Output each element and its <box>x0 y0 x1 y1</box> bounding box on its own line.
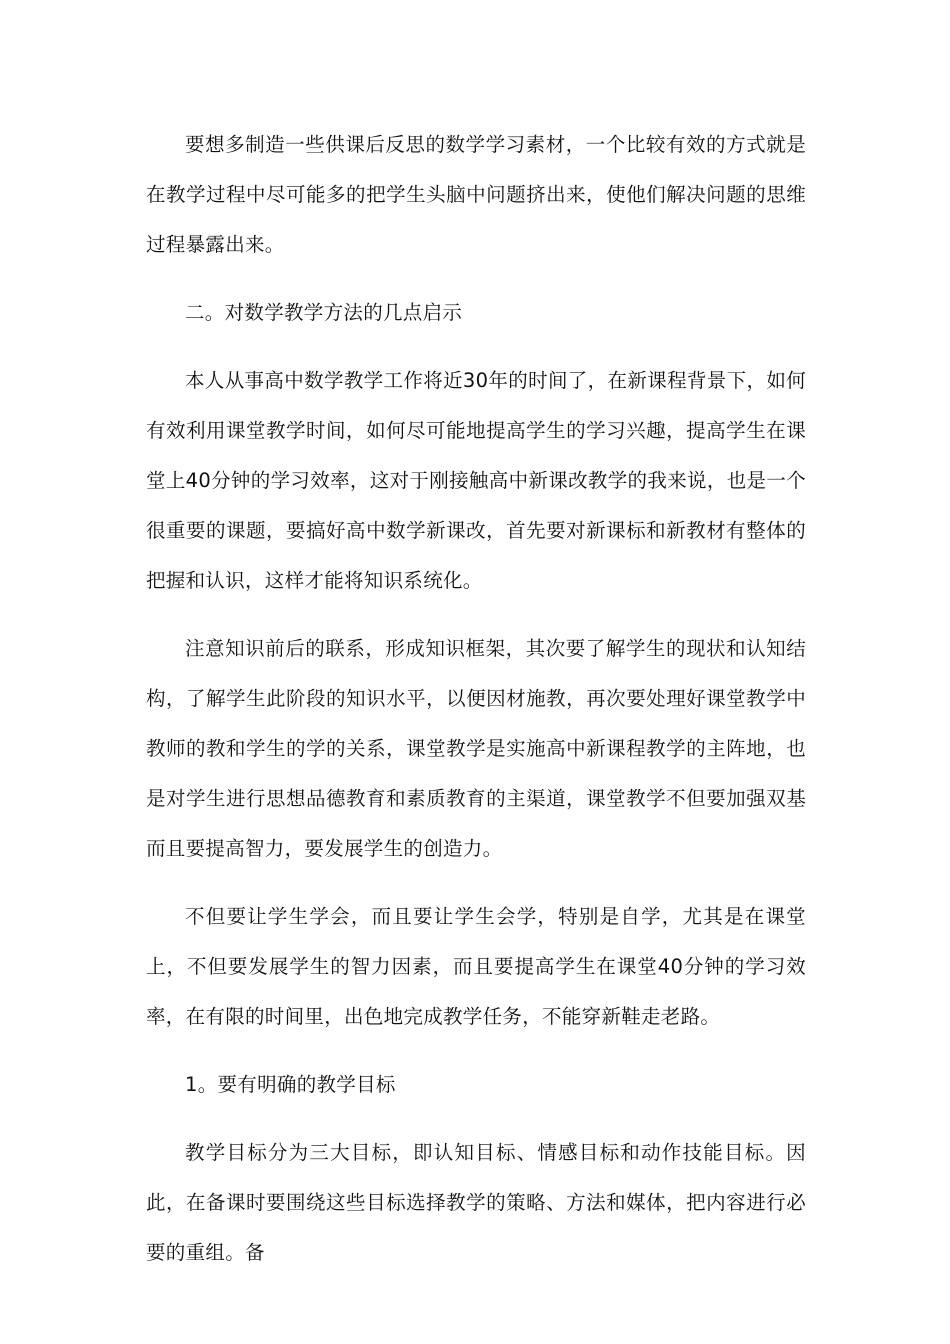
paragraph-gap <box>146 338 806 356</box>
paragraph-gap <box>146 1042 806 1060</box>
paragraph-reflection-material: 要想多制造一些供课后反思的数学学习素材，一个比较有效的方式就是在教学过程中尽可能多的把学生头脑中问题挤出来，使他们解决问题的思维过程暴露出来。 <box>146 133 806 256</box>
paragraph-new-curriculum: 本人从事高中数学教学工作将近30年的时间了，在新课程背景下，如何有效利用课堂教学时间，如何尽可能地提高学生的学习兴趣，提高学生在课堂上40分钟的学习效率，这对于刚接触高中新课改教学的我来说，也是一个很重要的课题，要搞好高中数学新课改，首先要对新课标和新教材有整体的把握和认识，这样才能将知识系统化。 <box>146 369 806 592</box>
paragraph-gap <box>146 606 806 624</box>
paragraph-gap <box>146 874 806 892</box>
section-heading-teaching-methods: 二。对数学教学方法的几点启示 <box>185 301 463 324</box>
paragraph-gap <box>146 270 806 288</box>
paragraph-gap <box>146 1110 806 1128</box>
subheading-teaching-goals: 1。要有明确的教学目标 <box>185 1073 396 1096</box>
paragraph-three-goals: 教学目标分为三大目标，即认知目标、情感目标和动作技能目标。因此，在备课时要围绕这些目标选择教学的策略、方法和媒体，把内容进行必要的重组。备 <box>146 1141 806 1264</box>
paragraph-learning-efficiency: 不但要让学生学会，而且要让学生会学，特别是自学，尤其是在课堂上，不但要发展学生的智力因素，而且要提高学生在课堂40分钟的学习效率，在有限的时间里，出色地完成教学任务，不能穿新鞋走老路。 <box>146 905 806 1028</box>
paragraph-knowledge-framework: 注意知识前后的联系，形成知识框架，其次要了解学生的现状和认知结构，了解学生此阶段的知识水平，以便因材施教，再次要处理好课堂教学中教师的教和学生的学的关系，课堂教学是实施高中新课程教学的主阵地，也是对学生进行思想品德教育和素质教育的主渠道，课堂教学不但要加强双基而且要提高智力，要发展学生的创造力。 <box>146 637 806 860</box>
document-page <box>146 120 806 1278</box>
